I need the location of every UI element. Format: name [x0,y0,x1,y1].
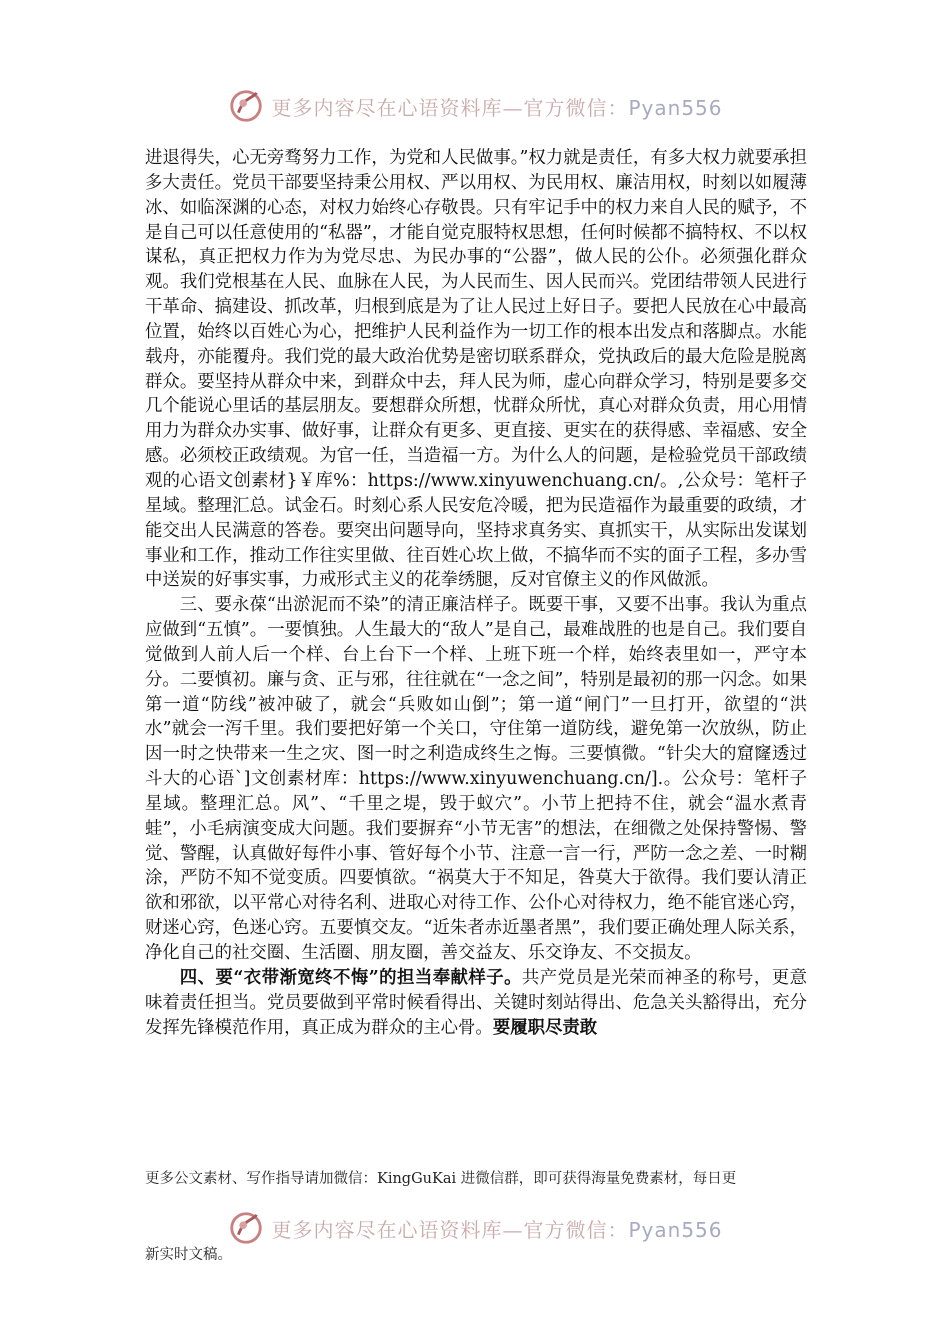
section-heading: 四、要“衣带渐宽终不悔”的担当奉献样子。 [179,967,522,988]
paragraph-1: 进退得失，心无旁骛努力工作，为党和人民做事。”权力就是责任，有多大权力就要承担多大责任。党员干部要坚持秉公用权、严以用权、为民用权、廉洁用权，时刻以如履薄冰、如临深渊的心态，对权力始终心存敬畏。只有牢记手中的权力来自人民的赋予，不是自己可以任意使用的“私器”，才能自觉克服特权思想，任何时候都不搞特权、不以权谋私，真正把权力作为为党尽忠、为民办事的“公器”，做人民的公仆。必须强化群众观。我们党根基在人民、血脉在人民，为人民而生、因人民而兴。党团结带领人民进行干革命、搞建设、抓改革，归根到底是为了让人民过上好日子。要把人民放在心中最高位置，始终以百姓心为心，把维护人民利益作为一切工作的根本出发点和落脚点。水能载舟，亦能覆舟。我们党的最大政治优势是密切联系群众，党执政后的最大危险是脱离群众。要坚持从群众中来，到群众中去，拜人民为师，虚心向群众学习，特别是要多交几个能说心里话的基层朋友。要想群众所想，忧群众所忧，真心对群众负责，用心用情用力为群众办实事、做好事，让群众有更多、更直接、更实在的获得感、幸福感、安全感。必须校正政绩观。为官一任，当造福一方。为什么人的问题，是检验党员干部政绩观的心语文创素材}￥库%：https://www.xinyuwenchuang.cn/。,公众号：笔杆子星域。整理汇总。试金石。时刻心系人民安危冷暖，把为民造福作为最重要的政绩，才能交出人民满意的答卷。要突出问题导向，坚持求真务实、真抓实干，从实际出发谋划事业和工作，推动工作往实里做、往百姓心坎上做，不搞华而不实的面子工程，多办雪中送炭的好事实事，力戒形式主义的花拳绣腿，反对官僚主义的作风做派。 [145,148,807,591]
logo-icon [227,87,265,125]
watermark-text: 更多内容尽在心语资料库—官方微信：Pyan556 [271,1217,723,1242]
logo-icon [227,1209,265,1247]
watermark-banner-top [0,84,950,128]
paragraph-3 [145,966,807,1041]
footer-note: 更多公文素材、写作指导请加微信：KingGuKai 进微信群，即可获得海量免费素材，每日更 [145,1171,737,1187]
paragraph-3-text: 共产党员是光荣而神圣的称号，更意味着责任担当。党员要做到平常时候看得出、关键时刻站得出、危急关头豁得出，充分发挥先锋模范作用，真正成为群众的主心骨。 [145,967,807,1038]
document-body [145,146,807,1040]
watermark-text: 更多内容尽在心语资料库—官方微信：Pyan556 [271,95,723,120]
footer-tail: 新实时文稿。 [145,1247,232,1263]
paragraph-2: 三、要永葆“出淤泥而不染”的清正廉洁样子。既要干事，又要不出事。我认为重点应做到“五慎”。一要慎独。人生最大的“敌人”是自己，最难战胜的也是自己。我们要自觉做到人前人后一个样、台上台下一个样、上班下班一个样，始终表里如一，严守本分。二要慎初。廉与贪、正与邪，往往就在“一念之间”，特别是最初的那一闪念。如果第一道“防线”被冲破了，就会“兵败如山倒”；第一道“闸门”一旦打开，欲望的“洪水”就会一泻千里。我们要把好第一个关口，守住第一道防线，避免第一次放纵，防止因一时之快带来一生之灾、图一时之利造成终生之悔。三要慎微。“针尖大的窟窿透过斗大的心语`]文创素材库：https://www.xinyuwenchuang.cn/].。公众号：笔杆子星域。整理汇总。风”、“千里之堤，毁于蚁穴”。小节上把持不住，就会“温水煮青蛙”，小毛病演变成大问题。我们要摒弃“小节无害”的想法，在细微之处保持警惕、警觉、警醒，认真做好每件小事、管好每个小节、注意一言一行，严防一念之差、一时糊涂，严防不知不觉变质。四要慎欲。“祸莫大于不知足，咎莫大于欲得。我们要认清正欲和邪欲，以平常心对待名利、进取心对待工作、公仆心对待权力，绝不能官迷心窍，财迷心窍，色迷心窍。五要慎交友。“近朱者赤近墨者黑”，我们要正确处理人际关系，净化自己的社交圈、生活圈、朋友圈，善交益友、乐交诤友、不交损友。 [145,595,807,963]
bold-tail: 要履职尽责敢 [492,1017,598,1038]
